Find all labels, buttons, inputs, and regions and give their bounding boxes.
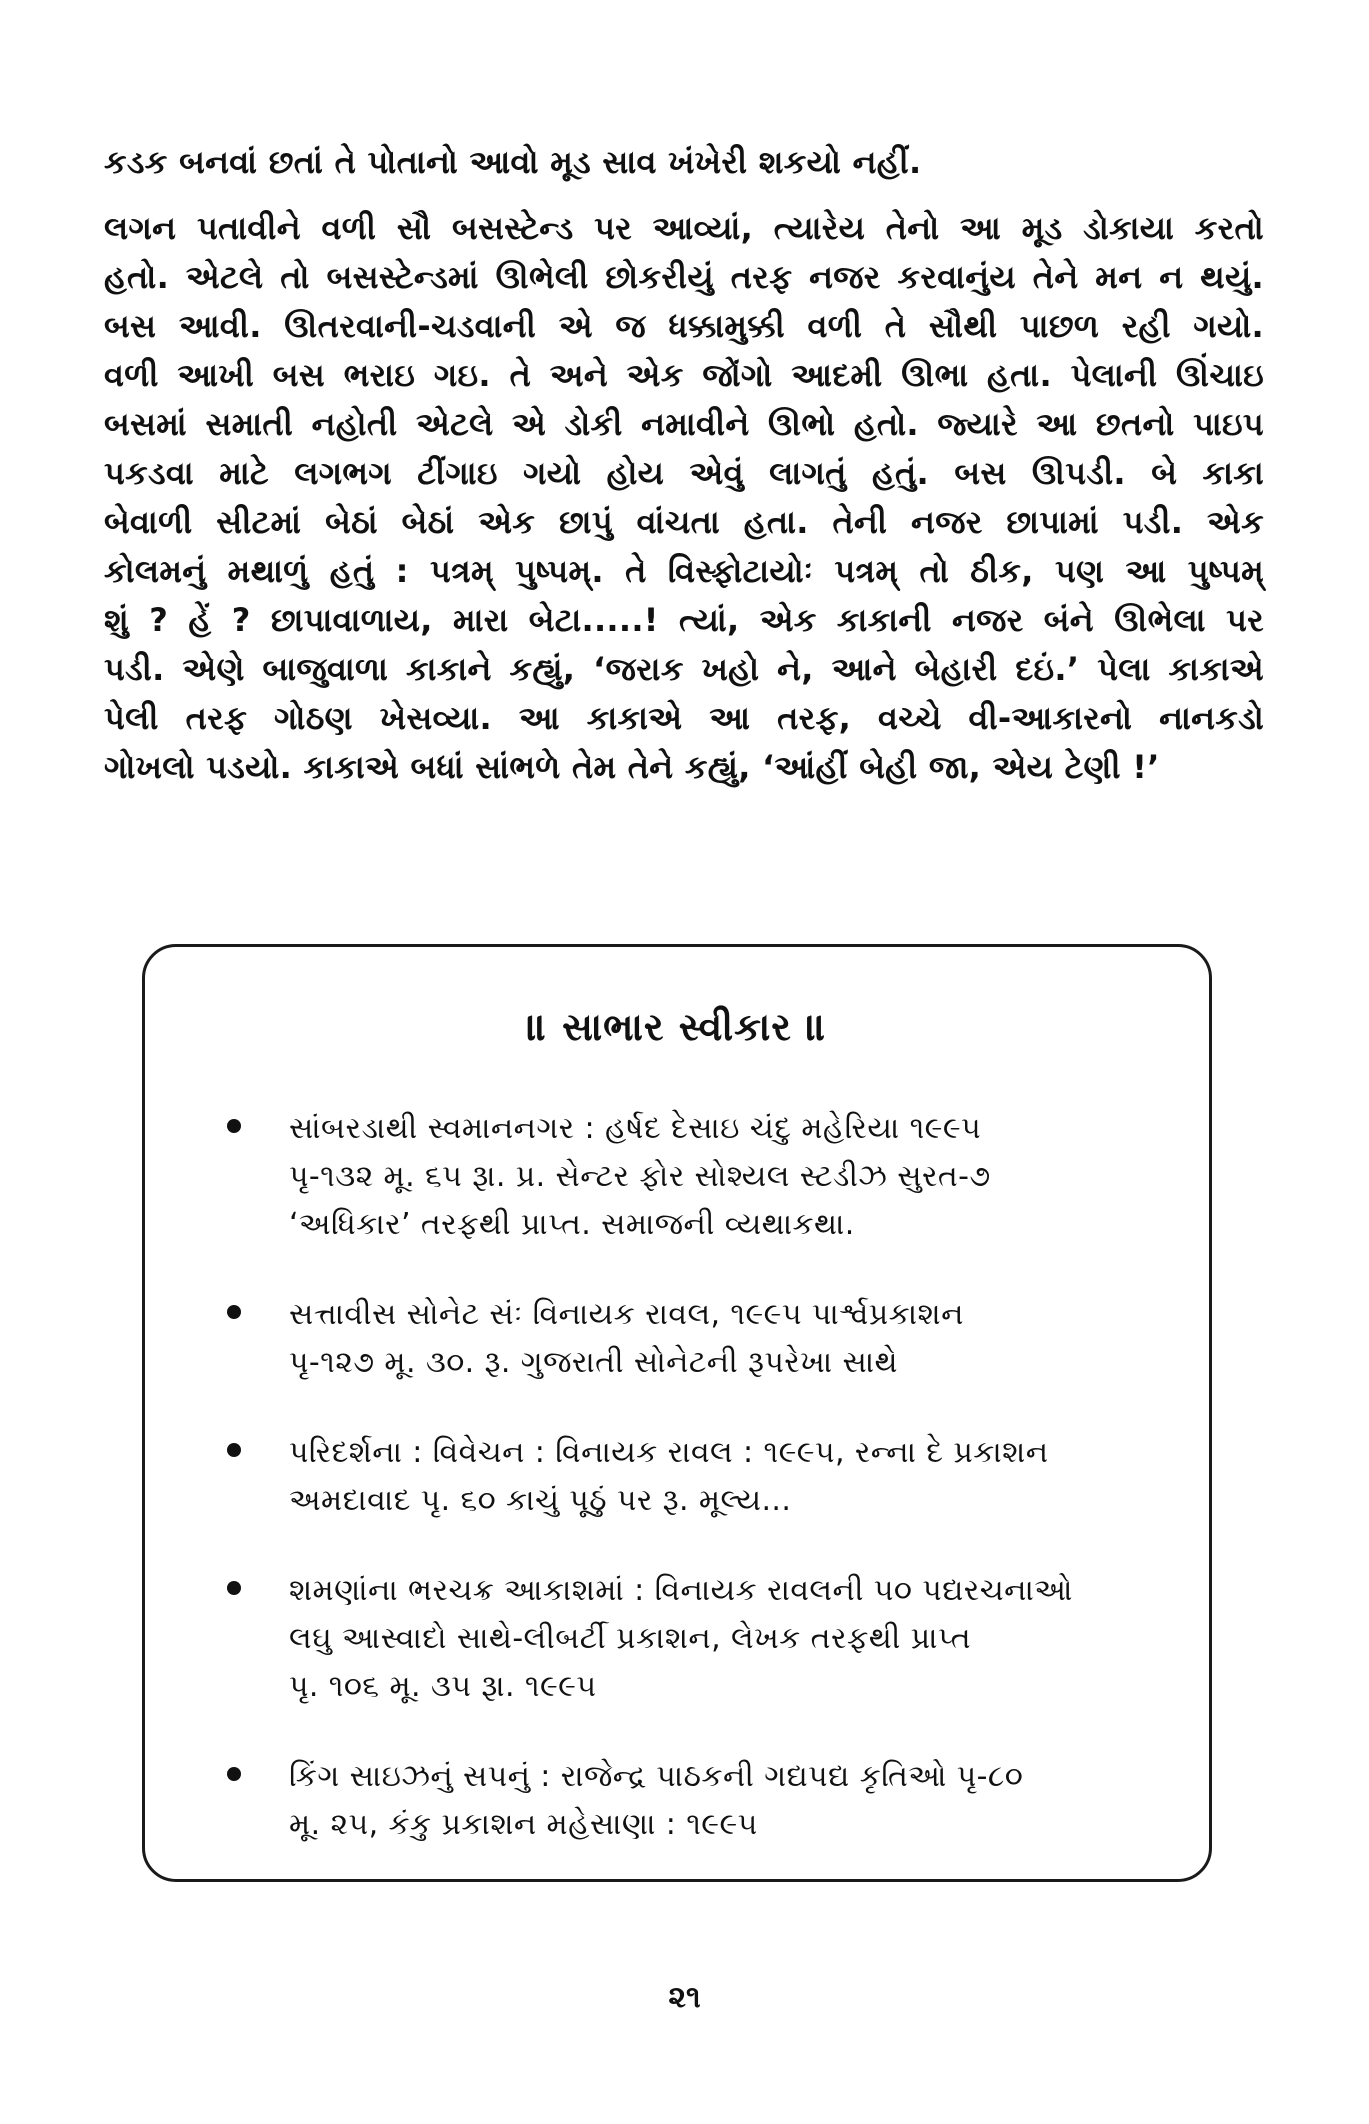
page-number: ૨૧ (668, 1980, 701, 2015)
story-line: હતો. એટલે તો બસસ્ટેન્ડમાં ઊભેલી છોકરીયું તરફ નજર કરવાનુંય તેને મન ન થયું. (104, 258, 1264, 296)
acknowledgement-item (145, 1105, 1209, 1249)
acknowledgement-line: પૃ. ૧૦૬ મૂ. ૩૫ રૂા. ૧૯૯૫ (289, 1669, 597, 1704)
acknowledgement-line: સત્તાવીસ સોનેટ સંઃ વિનાયક રાવલ, ૧૯૯૫ પાર્શ્વપ્રકાશન (289, 1297, 964, 1332)
bullet-icon (227, 1767, 241, 1781)
bullet-icon (227, 1305, 241, 1319)
story-line: પડી. એણે બાજુવાળા કાકાને કહ્યું, ‘જરાક ખહો ને, આને બેહારી દઇં.’ પેલા કાકાએ (104, 650, 1264, 688)
acknowledgement-box (142, 944, 1212, 1882)
bullet-icon (227, 1443, 241, 1457)
story-body-text (104, 138, 1264, 792)
story-line: કોલમનું મથાળું હતું : પત્રમ્ પુષ્પમ્. તે વિસ્ફોટાયોઃ પત્રમ્ તો ઠીક, પણ આ પુષ્પમ્ (104, 552, 1264, 590)
bullet-icon (227, 1581, 241, 1595)
acknowledgement-line: શમણાંના ભરચક્ર આકાશમાં : વિનાયક રાવલની ૫૦ પદ્યરચનાઓ (289, 1573, 1073, 1608)
acknowledgement-line: પરિદર્શના : વિવેચન : વિનાયક રાવલ : ૧૯૯૫, રન્ના દે પ્રકાશન (289, 1435, 1049, 1470)
acknowledgement-item (145, 1753, 1209, 1849)
acknowledgement-line: લઘુ આસ્વાદો સાથે-લીબર્ટી પ્રકાશન, લેખક તરફથી પ્રાપ્ત (289, 1621, 972, 1656)
story-line: બસમાં સમાતી નહોતી એટલે એ ડોકી નમાવીને ઊભો હતો. જ્યારે આ છતનો પાઇપ (104, 405, 1264, 443)
acknowledgement-line: પૃ-૧૨૭ મૂ. ૩૦. રૂ. ગુજરાતી સોનેટની રૂપરેખા સાથે (289, 1345, 898, 1380)
acknowledgement-title: ॥ સાભાર સ્વીકાર ॥ (526, 1005, 828, 1049)
acknowledgement-line: અમદાવાદ પૃ. ૬૦ કાચું પૂઠું પર રૂ. મૂલ્ય... (289, 1483, 792, 1518)
story-line: બેવાળી સીટમાં બેઠાં બેઠાં એક છાપું વાંચતા હતા. તેની નજર છાપામાં પડી. એક (104, 503, 1264, 541)
acknowledgement-item (145, 1291, 1209, 1387)
acknowledgement-list (145, 1105, 1209, 1891)
story-line: લગન પતાવીને વળી સૌ બસસ્ટેન્ડ પર આવ્યાં, ત્યારેય તેનો આ મૂડ ડોકાયા કરતો (104, 209, 1264, 247)
acknowledgement-line: પૃ-૧૩૨ મૂ. ૬૫ રૂા. પ્ર. સેન્ટર ફોર સોશ્યલ સ્ટડીઝ સુરત-૭ (289, 1159, 991, 1194)
story-line: શું ? હેં ? છાપાવાળાય, મારા બેટા.....! ત્યાં, એક કાકાની નજર બંને ઊભેલા પર (104, 601, 1264, 639)
acknowledgement-line: મૂ. ૨૫, કંકુ પ્રકાશન મહેસાણા : ૧૯૯૫ (289, 1807, 758, 1842)
bullet-icon (227, 1119, 241, 1133)
acknowledgement-item (145, 1567, 1209, 1711)
acknowledgement-line: કિંગ સાઇઝનું સપનું : રાજેન્દ્ર પાઠકની ગદ્યપદ્ય કૃતિઓ પૃ-૮૦ (289, 1759, 1024, 1794)
story-line: કડક બનવાં છતાં તે પોતાનો આવો મૂડ સાવ ખંખેરી શકયો નહીં. (104, 143, 922, 181)
acknowledgement-item (145, 1429, 1209, 1525)
story-line: બસ આવી. ઊતરવાની-ચડવાની એ જ ધક્કામુક્કી વળી તે સૌથી પાછળ રહી ગયો. (104, 307, 1264, 345)
acknowledgement-line: સાંબરડાથી સ્વમાનનગર : હર્ષદ દેસાઇ ચંદુ મહેરિયા ૧૯૯૫ (289, 1111, 982, 1146)
acknowledgement-line: ‘અધિકાર’ તરફથી પ્રાપ્ત. સમાજની વ્યથાકથા. (289, 1207, 855, 1242)
story-line: પેલી તરફ ગોઠણ ખેસવ્યા. આ કાકાએ આ તરફ, વચ્ચે વી-આકારનો નાનકડો (104, 699, 1264, 737)
story-line: પકડવા માટે લગભગ ટીંગાઇ ગયો હોય એવું લાગતું હતું. બસ ઊપડી. બે કાકા (104, 454, 1264, 492)
story-line: ગોખલો પડયો. કાકાએ બધાં સાંભળે તેમ તેને કહ્યું, ‘આંહીં બેહી જા, એય ટેણી !’ (104, 748, 1160, 786)
story-line: વળી આખી બસ ભરાઇ ગઇ. તે અને એક જોંગો આદમી ઊભા હતા. પેલાની ઊંચાઇ (104, 356, 1264, 394)
